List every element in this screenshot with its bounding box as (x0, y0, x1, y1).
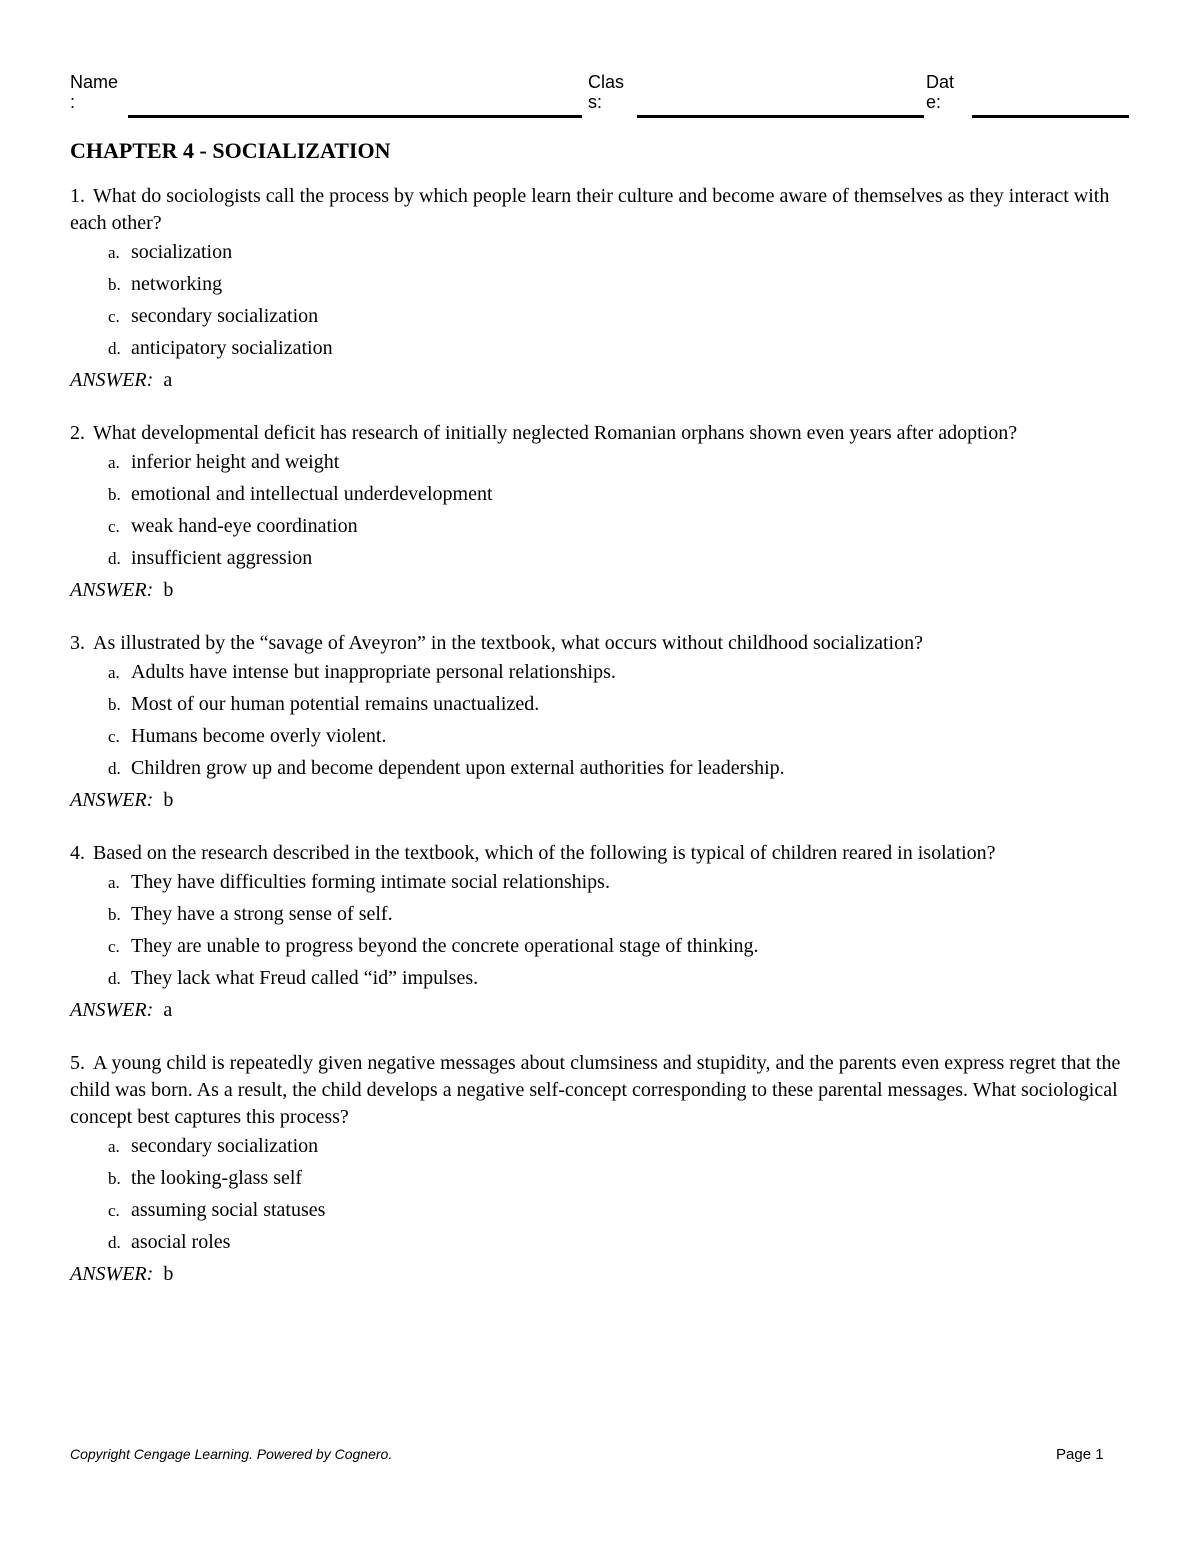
option-letter: d. (108, 339, 121, 358)
option-text: weak hand-eye coordination (131, 515, 358, 537)
page-number: Page 1 (1056, 1446, 1104, 1463)
answer-option (108, 755, 1130, 782)
option-letter: b. (108, 1169, 121, 1188)
date-label-line1: Dat (926, 72, 955, 92)
question-number: 5. (70, 1052, 85, 1074)
answer-option (108, 869, 1130, 896)
option-text: the looking-glass self (131, 1167, 303, 1189)
option-letter: c. (108, 307, 120, 326)
answer-value: a (163, 999, 173, 1021)
option-letter: a. (108, 453, 120, 472)
question-item (70, 840, 1130, 1024)
option-text: Children grow up and become dependent upon external authorities for leadership. (131, 757, 785, 779)
question-item (70, 183, 1130, 394)
answer-option (108, 691, 1130, 718)
question-text: As illustrated by the “savage of Aveyron” in the textbook, what occurs without childhood socialization? (93, 632, 923, 654)
answer-label: ANSWER: (70, 369, 154, 391)
answer-option (108, 239, 1130, 266)
question-text: Based on the research described in the textbook, which of the following is typical of children reared in isolation? (93, 842, 996, 864)
option-letter: b. (108, 275, 121, 294)
option-letter: c. (108, 517, 120, 536)
option-letter: b. (108, 695, 121, 714)
option-text: insufficient aggression (131, 547, 313, 569)
option-letter: d. (108, 1233, 121, 1252)
option-text: anticipatory socialization (131, 337, 333, 359)
question-item (70, 630, 1130, 814)
date-label-line2: e: (926, 92, 942, 112)
class-field-line[interactable] (637, 115, 924, 118)
option-list (70, 659, 1130, 782)
option-text: asocial roles (131, 1231, 231, 1253)
option-text: networking (131, 273, 223, 295)
name-label-line2: : (70, 92, 76, 112)
option-text: They lack what Freud called “id” impulses. (131, 967, 479, 989)
chapter-title: CHAPTER 4 - SOCIALIZATION (70, 138, 391, 163)
answer-option (108, 1165, 1130, 1192)
answer-line (70, 577, 1130, 604)
option-text: They have a strong sense of self. (131, 903, 393, 925)
question-number: 4. (70, 842, 85, 864)
option-text: inferior height and weight (131, 451, 340, 473)
option-list (70, 1133, 1130, 1256)
answer-value: b (163, 789, 174, 811)
answer-option (108, 1197, 1130, 1224)
option-list (70, 449, 1130, 572)
answer-value: a (163, 369, 173, 391)
option-text: secondary socialization (131, 305, 319, 327)
copyright-notice: Copyright Cengage Learning. Powered by Cognero. (70, 1446, 393, 1462)
answer-label: ANSWER: (70, 1263, 154, 1285)
option-letter: a. (108, 873, 120, 892)
name-label (70, 72, 118, 112)
answer-option (108, 659, 1130, 686)
answer-line (70, 1261, 1130, 1288)
question-number: 2. (70, 422, 85, 444)
question-stem (70, 420, 1130, 447)
answer-option (108, 1133, 1130, 1160)
question-stem (70, 630, 1130, 657)
answer-label: ANSWER: (70, 999, 154, 1021)
answer-line (70, 997, 1130, 1024)
option-letter: c. (108, 727, 120, 746)
option-text: socialization (131, 241, 233, 263)
question-text: What do sociologists call the process by which people learn their culture and become aware of themselves as they interact with each other? (70, 185, 1110, 234)
question-stem (70, 183, 1130, 237)
option-text: They have difficulties forming intimate social relationships. (131, 871, 610, 893)
option-letter: c. (108, 937, 120, 956)
option-letter: a. (108, 243, 120, 262)
option-text: emotional and intellectual underdevelopment (131, 483, 493, 505)
answer-option (108, 545, 1130, 572)
answer-option (108, 335, 1130, 362)
answer-label: ANSWER: (70, 579, 154, 601)
answer-option (108, 449, 1130, 476)
name-field-line[interactable] (128, 115, 582, 118)
question-item (70, 1050, 1130, 1288)
option-list (70, 239, 1130, 362)
option-text: Most of our human potential remains unactualized. (131, 693, 540, 715)
answer-line (70, 787, 1130, 814)
option-letter: d. (108, 969, 121, 988)
answer-option (108, 723, 1130, 750)
option-letter: b. (108, 485, 121, 504)
option-list (70, 869, 1130, 992)
answer-value: b (163, 579, 174, 601)
date-field-line[interactable] (972, 115, 1129, 118)
answer-option (108, 933, 1130, 960)
answer-label: ANSWER: (70, 789, 154, 811)
option-text: assuming social statuses (131, 1199, 326, 1221)
option-letter: b. (108, 905, 121, 924)
option-text: They are unable to progress beyond the concrete operational stage of thinking. (131, 935, 759, 957)
class-label-line1: Clas (588, 72, 625, 92)
class-label-line2: s: (588, 92, 603, 112)
answer-option (108, 1229, 1130, 1256)
question-list (70, 183, 1130, 1314)
answer-option (108, 901, 1130, 928)
option-text: secondary socialization (131, 1135, 319, 1157)
question-text: A young child is repeatedly given negative messages about clumsiness and stupidity, and the parents even express regret that the child was born. As a result, the child develops a negative self-concept corresponding to these parental messages. What sociological concept best captures this process? (70, 1052, 1121, 1128)
question-number: 3. (70, 632, 85, 654)
answer-line (70, 367, 1130, 394)
question-stem (70, 1050, 1130, 1131)
option-letter: a. (108, 1137, 120, 1156)
question-text: What developmental deficit has research of initially neglected Romanian orphans shown even years after adoption? (93, 422, 1018, 444)
answer-option (108, 271, 1130, 298)
name-label-line1: Name (70, 72, 119, 92)
date-label (926, 72, 954, 112)
option-letter: d. (108, 759, 121, 778)
option-letter: d. (108, 549, 121, 568)
class-label (588, 72, 624, 112)
question-stem (70, 840, 1130, 867)
answer-option (108, 303, 1130, 330)
question-item (70, 420, 1130, 604)
option-letter: a. (108, 663, 120, 682)
answer-value: b (163, 1263, 174, 1285)
answer-option (108, 965, 1130, 992)
option-text: Humans become overly violent. (131, 725, 387, 747)
answer-option (108, 481, 1130, 508)
answer-option (108, 513, 1130, 540)
option-text: Adults have intense but inappropriate personal relationships. (131, 661, 616, 683)
option-letter: c. (108, 1201, 120, 1220)
question-number: 1. (70, 185, 85, 207)
